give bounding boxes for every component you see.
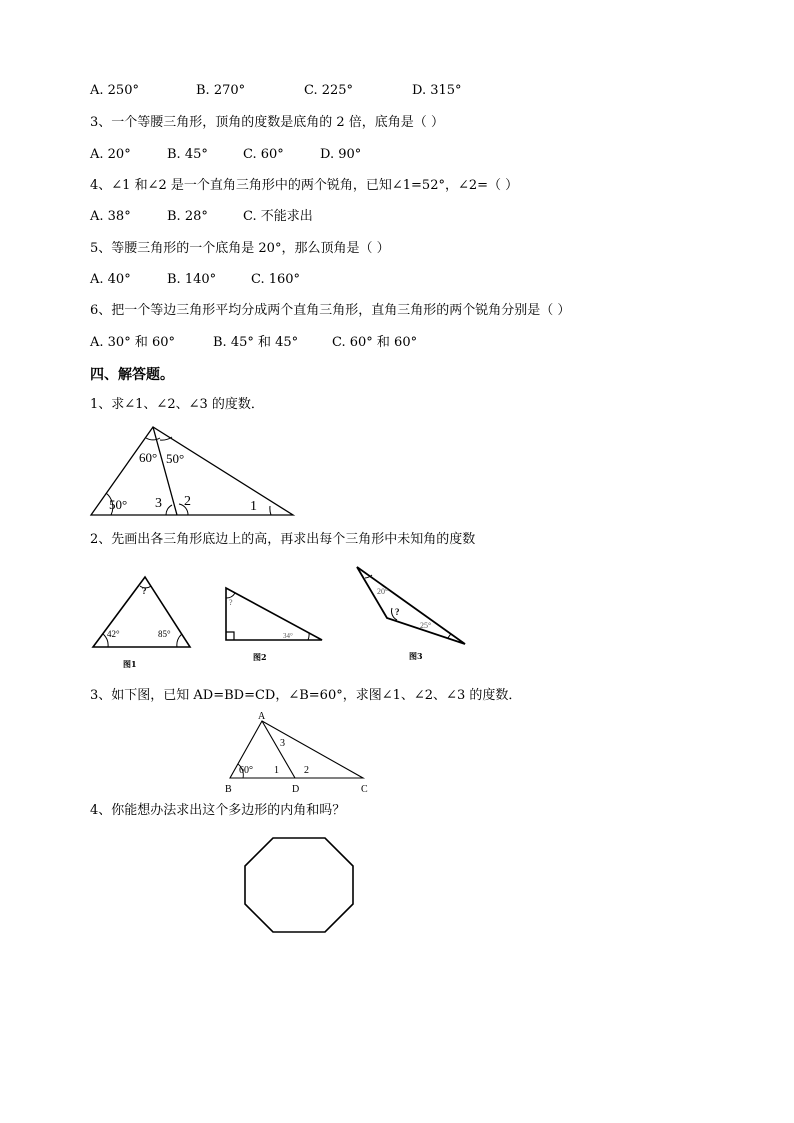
p3-text: 3、如下图，已知 AD=BD=CD，∠B=60°，求图∠1、∠2、∠3 的度数．	[90, 688, 522, 703]
q4-option-a: A. 38°	[90, 209, 131, 224]
p3-triangle	[230, 721, 363, 778]
p2-fig3-angle: 25°	[420, 621, 432, 630]
q4-text: 4、∠1 和∠2 是一个直角三角形中的两个锐角，已知∠1=52°，∠2=（ ）	[90, 178, 519, 193]
q3-option-d: D. 90°	[320, 147, 362, 162]
p4-text: 4、你能想办法求出这个多边形的内角和吗？	[90, 803, 346, 818]
p2-fig1-caption: 图1	[123, 659, 137, 669]
q6-option-a: A. 30° 和 60°	[90, 335, 176, 350]
q5-option-a: A. 40°	[90, 272, 131, 287]
q3-option-b: B. 45°	[167, 147, 208, 162]
p3-label-c: C	[361, 784, 368, 795]
q3-options	[90, 146, 361, 164]
q3-text: 3、一个等腰三角形，顶角的度数是底角的 2 倍，底角是（ ）	[90, 115, 444, 130]
p1-text: 1、求∠1、∠2、∠3 的度数．	[90, 397, 264, 412]
q2-option-a: A. 250°	[90, 83, 139, 98]
p2-text: 2、先画出各三角形底边上的高，再求出每个三角形中未知角的度数	[90, 532, 476, 547]
q4-option-b: B. 28°	[167, 209, 208, 224]
p2-fig3-q: ?	[395, 607, 400, 617]
p3-label-d: D	[292, 784, 300, 795]
p3-segment-ad	[262, 721, 295, 778]
p4-octagon	[245, 838, 353, 932]
q6-option-c: C. 60° 和 60°	[332, 335, 418, 350]
q5-text: 5、等腰三角形的一个底角是 20°，那么顶角是（ ）	[90, 241, 390, 256]
p3-label-a: A	[258, 711, 266, 722]
q5-options	[90, 271, 300, 289]
p2-fig1	[93, 577, 190, 647]
p1-label-3: 3	[155, 496, 162, 511]
p1-label-1: 1	[250, 499, 257, 514]
p1-label-50-bottom: 50°	[109, 497, 128, 512]
p1-label-60: 60°	[139, 450, 158, 465]
q3-option-a: A. 20°	[90, 147, 131, 162]
p2-fig1-right: 85°	[158, 629, 171, 639]
q5-option-b: B. 140°	[167, 272, 217, 287]
p2-fig2	[226, 588, 322, 640]
q5-option-c: C. 160°	[251, 272, 301, 287]
p1-triangle	[91, 427, 293, 515]
p1-cevian	[153, 427, 177, 515]
p3-label-2: 2	[304, 765, 309, 776]
p3-label-3: 3	[280, 738, 285, 749]
p2-fig3-top: 20°	[377, 587, 389, 596]
p3-label-60: 60°	[239, 765, 253, 776]
q2-option-d: D. 315°	[412, 83, 462, 98]
p2-fig3-caption: 图3	[409, 651, 423, 661]
p2-fig3	[357, 567, 465, 644]
q6-options	[90, 334, 417, 352]
section-heading: 四、解答题。	[90, 367, 174, 383]
p2-fig1-q: ?	[142, 586, 147, 596]
p3-label-b: B	[225, 784, 232, 795]
q2-option-c: C. 225°	[304, 83, 354, 98]
q4-options	[90, 208, 313, 226]
p2-fig2-caption: 图2	[253, 652, 267, 662]
q4-option-c: C. 不能求出	[243, 209, 313, 224]
q2-options	[90, 82, 462, 100]
q2-option-b: B. 270°	[196, 83, 246, 98]
q3-option-c: C. 60°	[243, 147, 284, 162]
q6-text: 6、把一个等边三角形平均分成两个直角三角形，直角三角形的两个锐角分别是（ ）	[90, 303, 571, 318]
p1-label-50-top: 50°	[166, 451, 185, 466]
p3-label-1: 1	[274, 765, 279, 776]
p2-fig2-q: ?	[229, 598, 233, 607]
p1-label-2: 2	[184, 494, 191, 509]
p2-fig1-left: 42°	[107, 629, 120, 639]
p2-fig2-angle: 34°	[283, 632, 293, 640]
q6-option-b: B. 45° 和 45°	[213, 335, 299, 350]
